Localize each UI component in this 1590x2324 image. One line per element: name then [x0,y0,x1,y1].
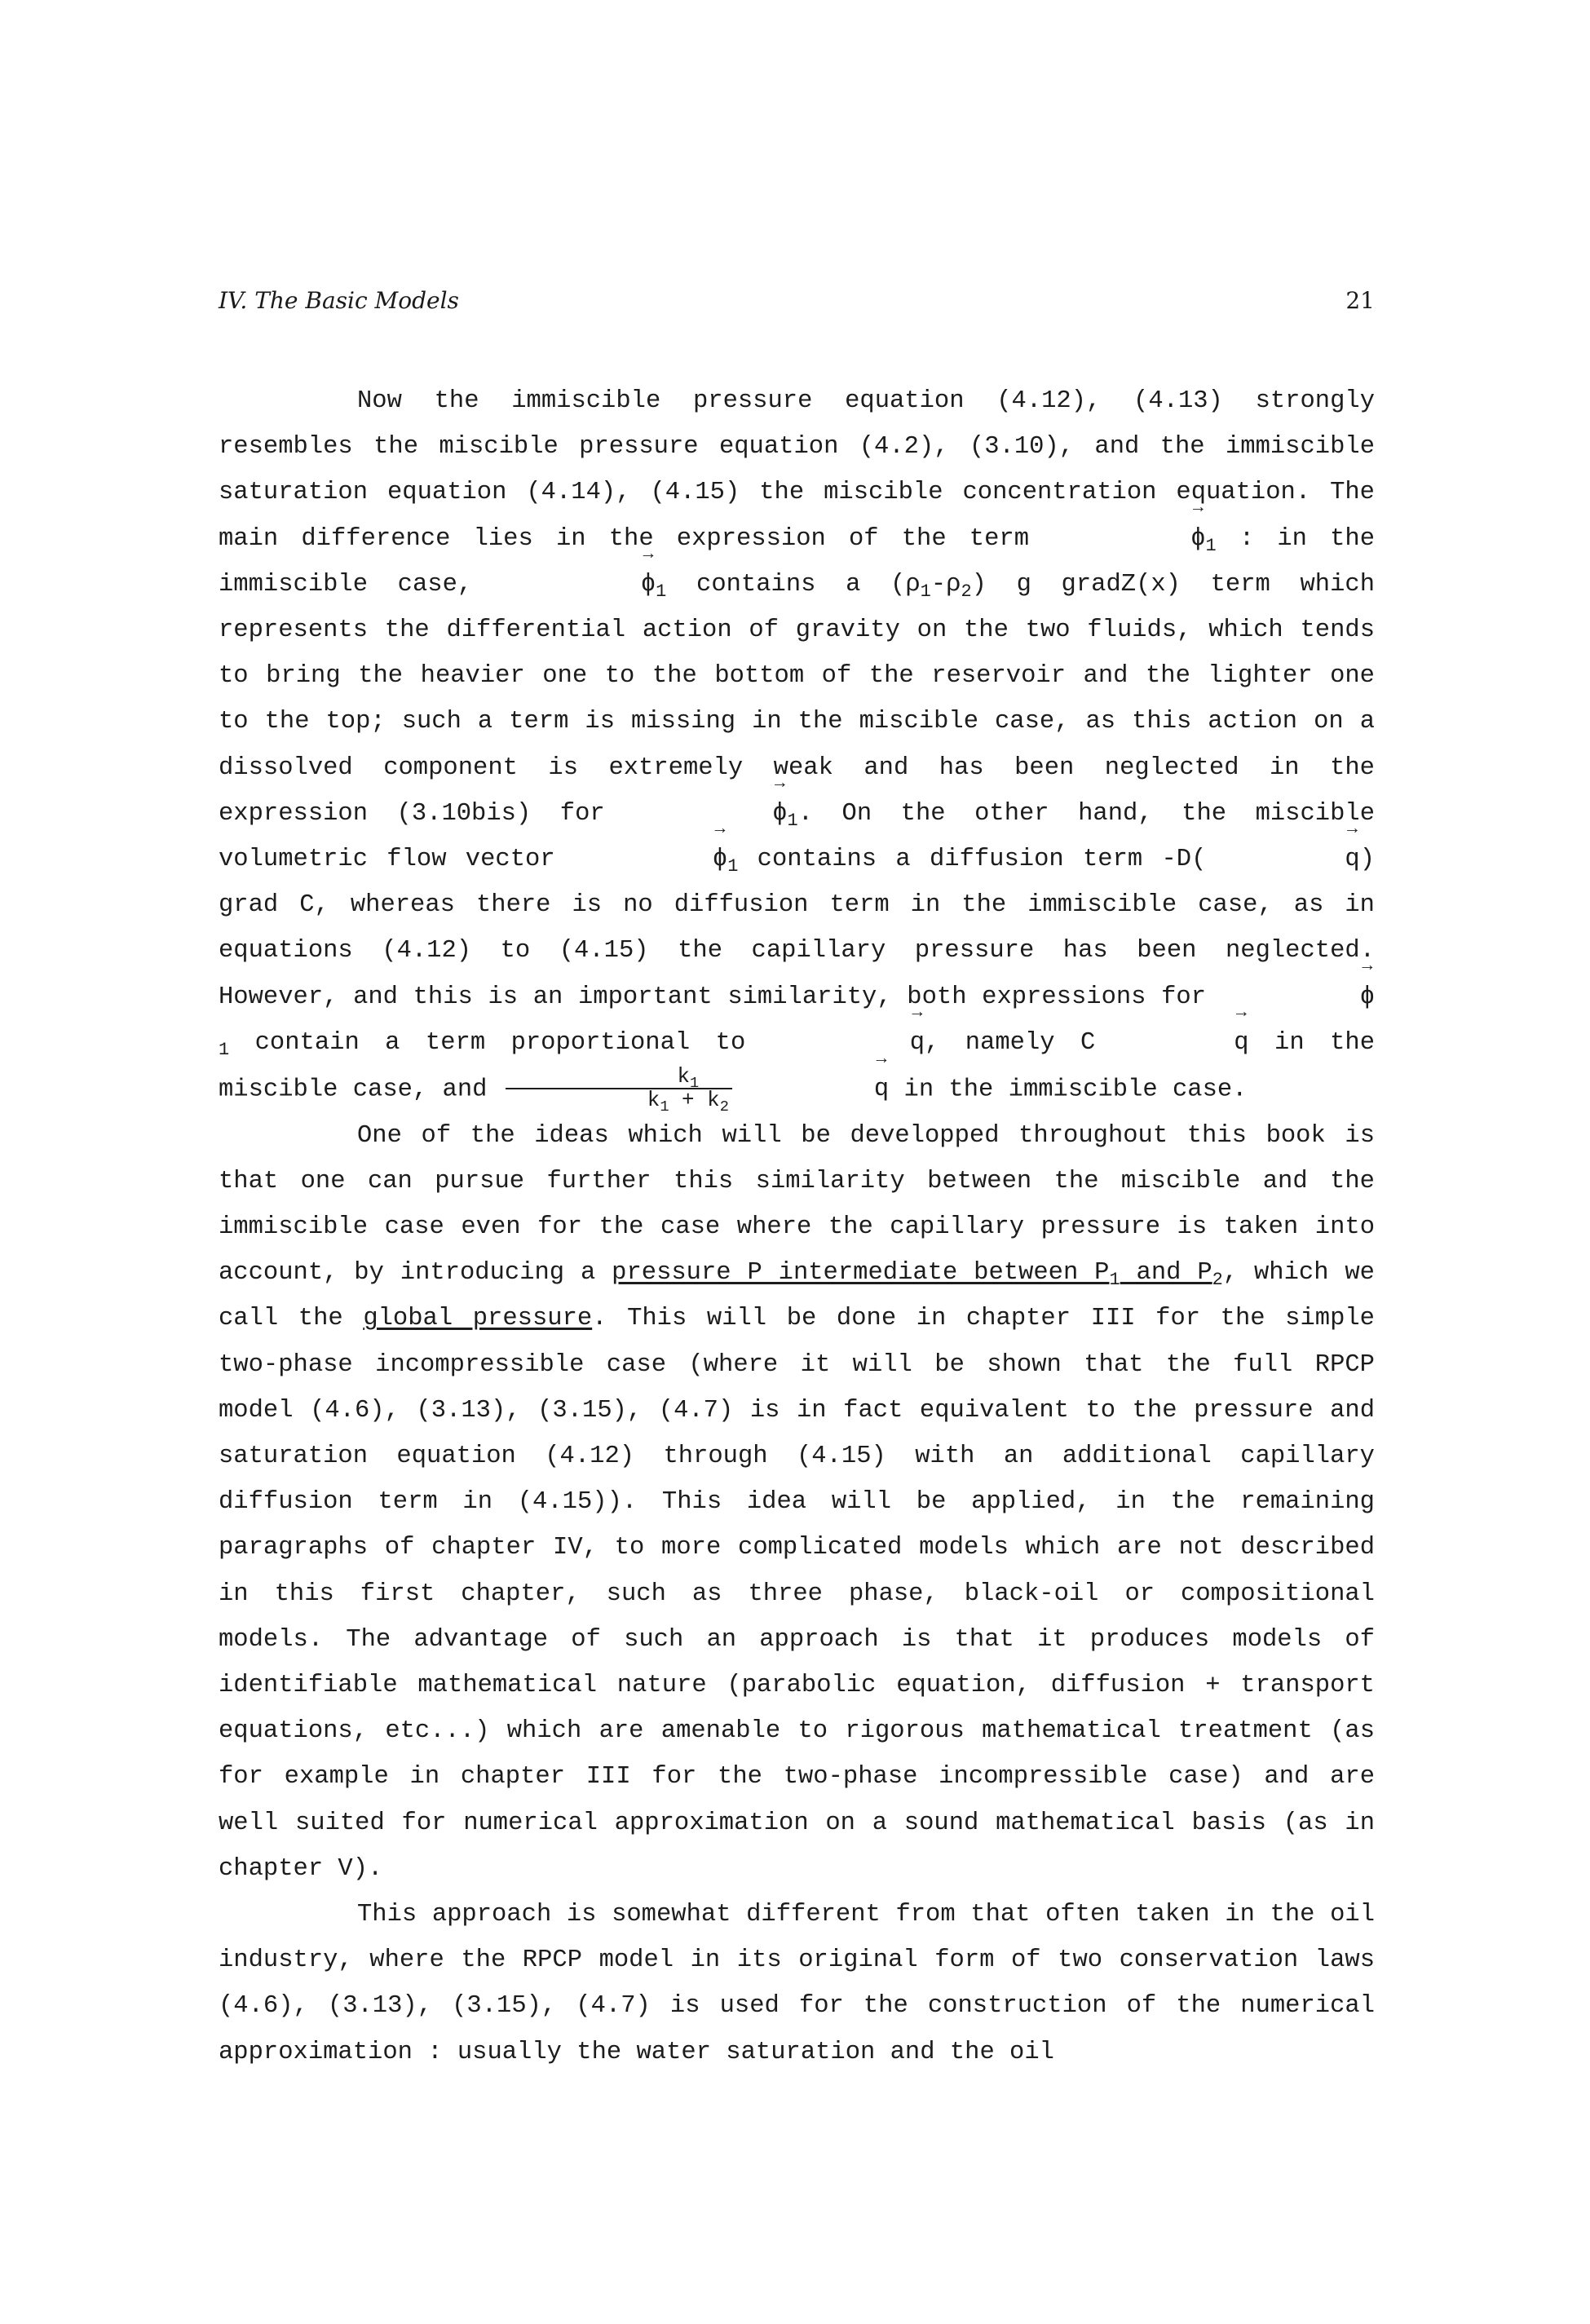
rho-term: (ρ [890,570,921,599]
p1-text-5: ) g gradZ(x) term which represents the differential action of gravity on the two fluids, which tends to bring the heavier one to the bottom of the reservoir and the lighter one to the top; such a term is missing in the miscible case, as this action on a dissolved component is extremely weak and has been neglected in the expression (3.10bis) for [219,570,1376,828]
page-number: 21 [1345,287,1375,314]
p1-text-3: contains a [666,570,891,599]
p2-text-3: . This will be done in chapter III for the simple two-phase incompressible case (where it will be shown that the full RPCP model (4.6), (3.13), (3.15), (4.7) is in fact equivalent to the pressure and saturation equation (4.12) through (4.15) with an additional capillary diffusion term in (4.15)). This idea will be applied, in the remaining paragraphs of chapter IV, to more complicated models which are not described in this first chapter, such as three phase, black-oil or compositional models. The advantage of such an approach is that it produces models of identifiable mathematical nature (parabolic equation, diffusion + transport equations, etc...) which are amenable to rigorous mathematical treatment (as for example in chapter III for the two-phase incompressible case) and are well suited for numerical approximation on a sound mathematical basis (as in chapter V). [219,1305,1375,1883]
chapter-title: IV. The Basic Models [219,287,459,314]
p1-text-6: . On the other hand, the miscible volumetric flow vector [219,799,1375,874]
phi-vector: → ϕ [1052,516,1205,562]
paragraph-2 [219,1113,1375,1892]
p1-text-2: : in the immiscible case, [219,524,1375,599]
phi-vector: → ϕ [574,837,727,882]
p3-text-1: This approach is somewhat different from that often taken in the oil industry, where the RPCP model in its original form of two conservation laws (4.6), (3.13), (3.15), (4.7) is used for the construction of the numerical approximation : usually the water saturation and the oil [219,1900,1375,2066]
p1-text-11: in the miscible case, and [219,1028,1375,1104]
q-vector: → q [1206,837,1359,882]
q-vector: → q [735,1067,889,1112]
q-vector: → q [771,1020,925,1066]
p1-text-1: Now the immiscible pressure equation (4.12), (4.13) strongly resembles the miscible pressure equation (4.2), (3.10), and the immiscible saturation equation (4.14), (4.15) the miscible concentration equation. The main difference lies in the expression of the term [219,387,1375,553]
p1-text-12: in the immiscible case. [889,1076,1248,1104]
phi-vector: → ϕ [634,791,787,837]
p2-text-2: , which we call the [219,1259,1375,1333]
underlined-pressure-phrase: pressure P intermediate between $P_1$ and $P_2$ [612,1259,1223,1291]
paragraph-1: Now the immiscible pressure equation (4.12), (4.13) strongly resembles the miscible pressure equation (4.2), (3.10), and the immiscible saturation equation (4.14), (4.15) the miscible concentration equation. The main difference lies in the expression of the term → $\phi_1$ : in the immiscible case, → $\phi_1$ contains a $(\rho_1-\rho_2)$ g gradZ(x) term which represents the differential action of gravity on the two fluids, which tends to bring the heavier one to the bottom of the reservoir and the lighter one to the top; such a term is missing in the miscible case, as this action on a dissolved component is extremely weak and has been neglected in the expression (3.10bis) for → $\phi_1$. On the other hand, the miscible volumetric flow vector → $\phi_1$ contains a diffusion term -D(→ q) grad C, whereas there is no diffusion term in the immiscible case, as in equations (4.12) to (4.15) the capillary pressure has been neglected. However, and this is an important similarity, both expressions for → $\phi_1$ contain a term proportional to → q, namely C→ q in the miscible case, and $\frac{k_1}{k_1 + k_2}$ → q in the immiscible case. [219,378,1375,1113]
q-vector: → q [1095,1020,1248,1066]
p2-text-1: One of the ideas which will be developped throughout this book is that one can pursue further this similarity between the miscible and the immiscible case even for the case where the capillary pressure is taken into account, by introducing a [219,1121,1375,1288]
body-text [219,378,1375,2075]
global-pressure-term: global pressure [363,1305,593,1333]
p1-text-9: contain a term proportional to [229,1028,771,1057]
phi-vector: → ϕ [502,562,656,608]
p1-text-7: contains a diffusion term -D( [738,846,1207,874]
running-head [219,287,1375,323]
mobility-fraction: $\frac{k_1}{k_1 + k_2}$ [506,1066,732,1111]
p1-text-10: , namely C [925,1028,1096,1057]
p1-text-8: ) grad C, whereas there is no diffusion term in the immiscible case, as in equations (4.12) to (4.15) the capillary pressure has been neglected. However, and this is an important similarity, both expressions for [219,846,1376,1011]
paragraph-3 [219,1892,1375,2075]
phi-vector: → ϕ [1221,974,1375,1020]
